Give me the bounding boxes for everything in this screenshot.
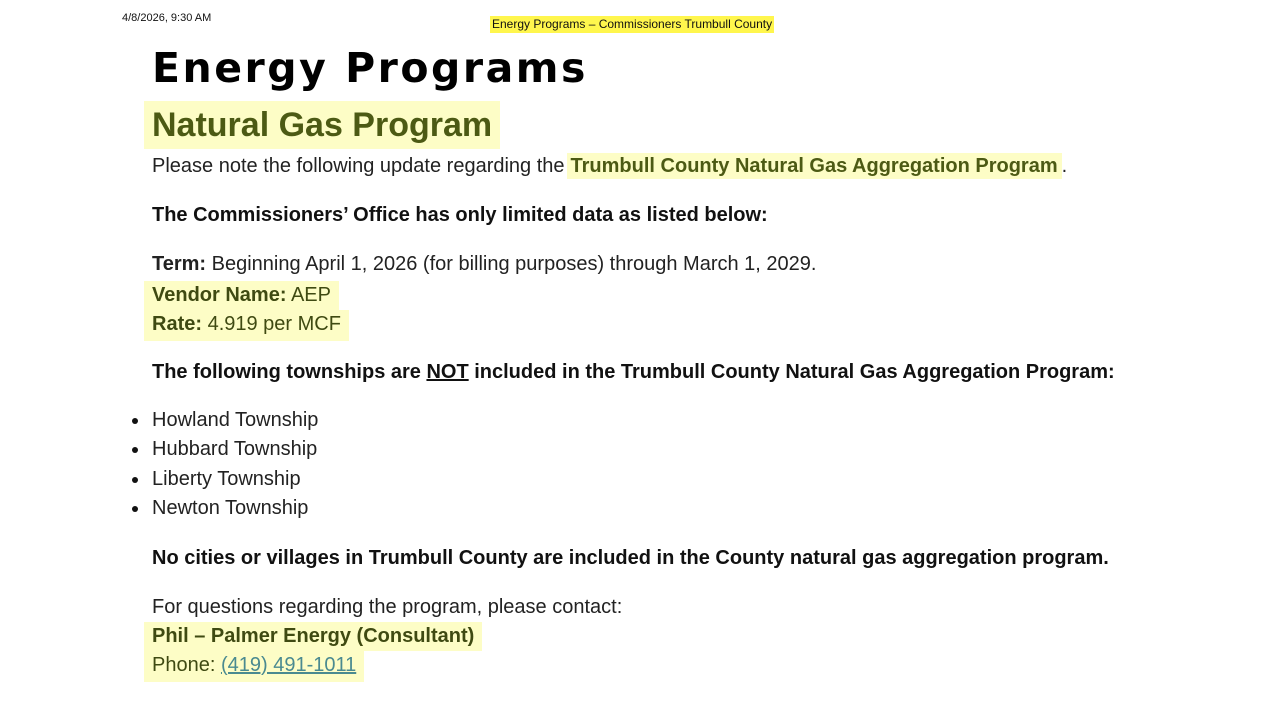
rate-label: Rate: (152, 313, 203, 335)
townships-list (130, 406, 318, 523)
rate-value: 4.919 per MCF (202, 313, 341, 335)
page-title: Energy Programs (152, 44, 588, 92)
phone-link[interactable]: (419) 491-1011 (220, 654, 357, 676)
excluded-suffix: included in the Trumbull County Natural Gas Aggregation Program: (468, 361, 1115, 383)
section-title: Natural Gas Program (144, 101, 500, 149)
vendor-value: AEP (286, 284, 331, 306)
term-value: Beginning April 1, 2026 (for billing purposes) through March 1, 2029. (206, 253, 817, 275)
phone-label: Phone: (152, 654, 221, 676)
vendor-line (144, 281, 339, 310)
list-item: Hubbard Township (130, 435, 318, 464)
print-datetime: 4/8/2026, 9:30 AM (122, 12, 212, 24)
print-page-title: Energy Programs – Commissioners Trumbull County (492, 17, 773, 31)
term-label: Term: (152, 253, 207, 275)
excluded-townships-heading (152, 359, 1115, 385)
list-item: Howland Township (130, 406, 318, 435)
term-line (152, 251, 816, 277)
excluded-not: NOT (426, 361, 469, 383)
contact-name: Phil – Palmer Energy (Consultant) (144, 622, 482, 651)
intro-prefix: Please note the following update regarding the (152, 155, 565, 177)
list-item: Newton Township (130, 494, 318, 523)
intro-paragraph (152, 153, 1067, 179)
intro-suffix: . (1061, 155, 1068, 177)
phone-line (144, 651, 364, 682)
rate-line (144, 310, 349, 341)
no-cities-statement: No cities or villages in Trumbull County are included in the County natural gas aggregation program. (152, 547, 1109, 569)
program-name: Trumbull County Natural Gas Aggregation Program (567, 153, 1062, 179)
limited-data-heading: The Commissioners’ Office has only limited data as listed below: (152, 204, 768, 226)
list-item: Liberty Township (130, 465, 318, 494)
vendor-label: Vendor Name: (152, 284, 287, 306)
questions-text: For questions regarding the program, please contact: (152, 596, 623, 618)
excluded-prefix: The following townships are (152, 361, 427, 383)
